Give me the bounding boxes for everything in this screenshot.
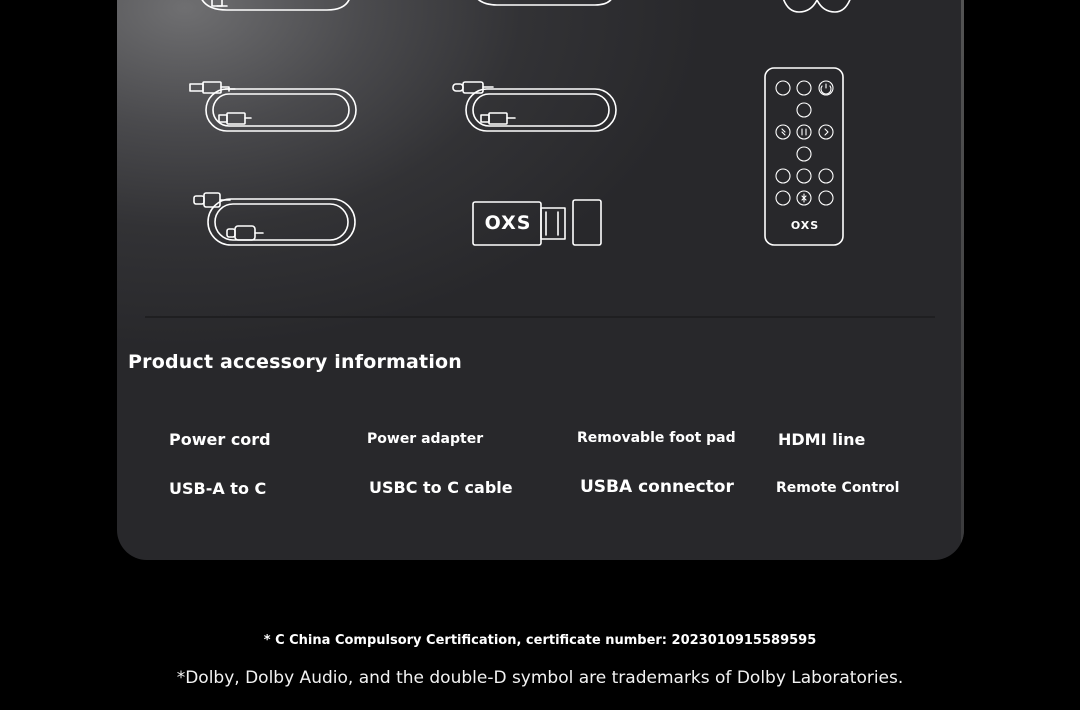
section-divider xyxy=(145,316,935,318)
usbc-cable-illustration xyxy=(453,82,616,131)
power-adapter-illustration xyxy=(472,0,614,5)
accessory-label-power-adapter: Power adapter xyxy=(367,431,484,447)
remote-logo: OXS xyxy=(790,219,820,232)
accessory-panel xyxy=(117,0,964,560)
foot-pad-illustration xyxy=(781,0,853,12)
power-cord-illustration xyxy=(199,0,351,10)
accessory-label-usbc-cable: USBC to C cable xyxy=(369,478,513,497)
dolby-trademark-note: *Dolby, Dolby Audio, and the double-D symbol are trademarks of Dolby Laboratories. xyxy=(176,668,904,688)
accessory-label-remote-control: Remote Control xyxy=(776,480,900,496)
accessory-label-power-cord: Power cord xyxy=(169,430,271,449)
accessory-label-usb-a-to-c: USB-A to C xyxy=(169,479,267,498)
section-title: Product accessory information xyxy=(128,351,463,373)
certification-note: * C China Compulsory Certification, certificate number: 2023010915589595 xyxy=(263,633,817,648)
accessory-illustrations xyxy=(117,0,964,560)
accessory-label-hdmi-line: HDMI line xyxy=(778,430,866,449)
usb-a-to-c-illustration xyxy=(194,193,355,245)
accessory-label-usba-connector: USBA connector xyxy=(580,477,734,497)
accessory-label-foot-pad: Removable foot pad xyxy=(577,430,736,446)
dongle-logo: OXS xyxy=(484,212,532,234)
hdmi-line-illustration xyxy=(190,82,356,131)
